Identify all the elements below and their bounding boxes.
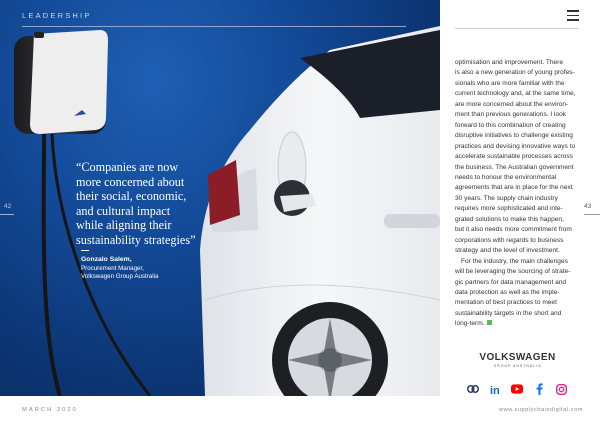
article-paragraph-2	[455, 257, 580, 330]
quote-author-role	[81, 265, 201, 282]
article-body	[455, 58, 580, 330]
article-line: current technology and, at the same time,	[455, 90, 576, 98]
article-line: ment than previous generations. I look	[455, 111, 566, 119]
article-line: disruptive initiatives to challenge existing	[455, 132, 573, 140]
hamburger-menu-icon[interactable]	[567, 10, 579, 21]
page-number-left-rule	[0, 214, 14, 215]
article-line: will be leveraging the sourcing of strate-	[455, 268, 571, 276]
article-paragraph-1	[455, 58, 580, 257]
page-number-right-rule	[584, 214, 600, 215]
pull-quote	[76, 160, 206, 248]
quote-line: and cultural impact	[76, 203, 171, 218]
quote-line: more concerned about	[76, 174, 185, 189]
quote-divider	[81, 250, 89, 251]
end-mark-icon	[487, 320, 492, 325]
page-number-right: 43	[584, 203, 592, 210]
article-line: forward to this combination of creating	[455, 121, 566, 129]
article-line: mentation of best practices to meet	[455, 299, 557, 307]
article-line: are more concerned about the environ-	[455, 100, 569, 108]
article-line: For the industry, the main challenges	[461, 257, 568, 265]
instagram-icon[interactable]	[555, 383, 567, 395]
quote-line: “Companies are now	[76, 160, 179, 174]
issue-date: MARCH 2020	[22, 407, 78, 413]
article-line: is also a new generation of young profes-	[455, 69, 575, 77]
article-line: gic partners for data management and	[455, 278, 566, 286]
header-divider-right	[455, 28, 578, 29]
article-line: the business. The Australian government	[455, 163, 574, 171]
article-line: requires more sophisticated and inte-	[455, 205, 563, 213]
facebook-icon[interactable]	[533, 383, 545, 395]
author-company: Volkswagen Group Australia	[81, 273, 159, 281]
article-line: grated solutions to make this happen,	[455, 215, 564, 223]
electric-car	[200, 26, 440, 396]
article-line: long-term.	[455, 319, 580, 329]
article-line: strategy and the level of investment.	[455, 247, 560, 255]
wallbox-charger	[14, 30, 108, 134]
brand-wordmark: VOLKSWAGEN	[479, 352, 556, 363]
social-links	[467, 382, 567, 396]
section-label: LEADERSHIP	[22, 11, 92, 20]
quote-line: while aligning their	[76, 218, 172, 233]
article-line: agreements that are in place for the next	[455, 184, 573, 192]
article-line: accelerate sustainable processes across	[455, 153, 573, 161]
brand-subtitle: GROUP AUSTRALIA	[493, 364, 542, 368]
article-line: practices and devising innovative ways to	[455, 142, 576, 150]
article-line: 30 years. The supply chain industry	[455, 194, 558, 202]
website-link[interactable]: www.supplychaindigital.com	[499, 407, 584, 413]
linkedin-icon[interactable]	[489, 383, 501, 395]
header-divider	[22, 26, 406, 27]
link-icon[interactable]	[467, 383, 479, 395]
article-line: optimisation and improvement. There	[455, 59, 563, 66]
youtube-icon[interactable]	[511, 383, 523, 395]
article-line: sustainability targets in the short and	[455, 309, 562, 317]
page-number-left: 42	[4, 203, 12, 210]
article-line: but it also needs more commitment from	[455, 226, 572, 234]
quote-author-name: Gonzalo Salem,	[81, 256, 132, 263]
volkswagen-logo[interactable]	[470, 352, 565, 368]
author-title: Procurement Manager,	[81, 265, 144, 272]
svg-text:in: in	[489, 384, 500, 395]
article-line: needs to honour the environmental	[455, 173, 557, 181]
quote-line: sustainability strategies”	[76, 232, 196, 247]
article-line: data protection as well as the imple-	[455, 288, 560, 296]
quote-line: their social, economic,	[76, 189, 187, 204]
article-line: corporations with regards to business	[455, 236, 564, 244]
article-line: sionals who are more familiar with the	[455, 79, 565, 87]
